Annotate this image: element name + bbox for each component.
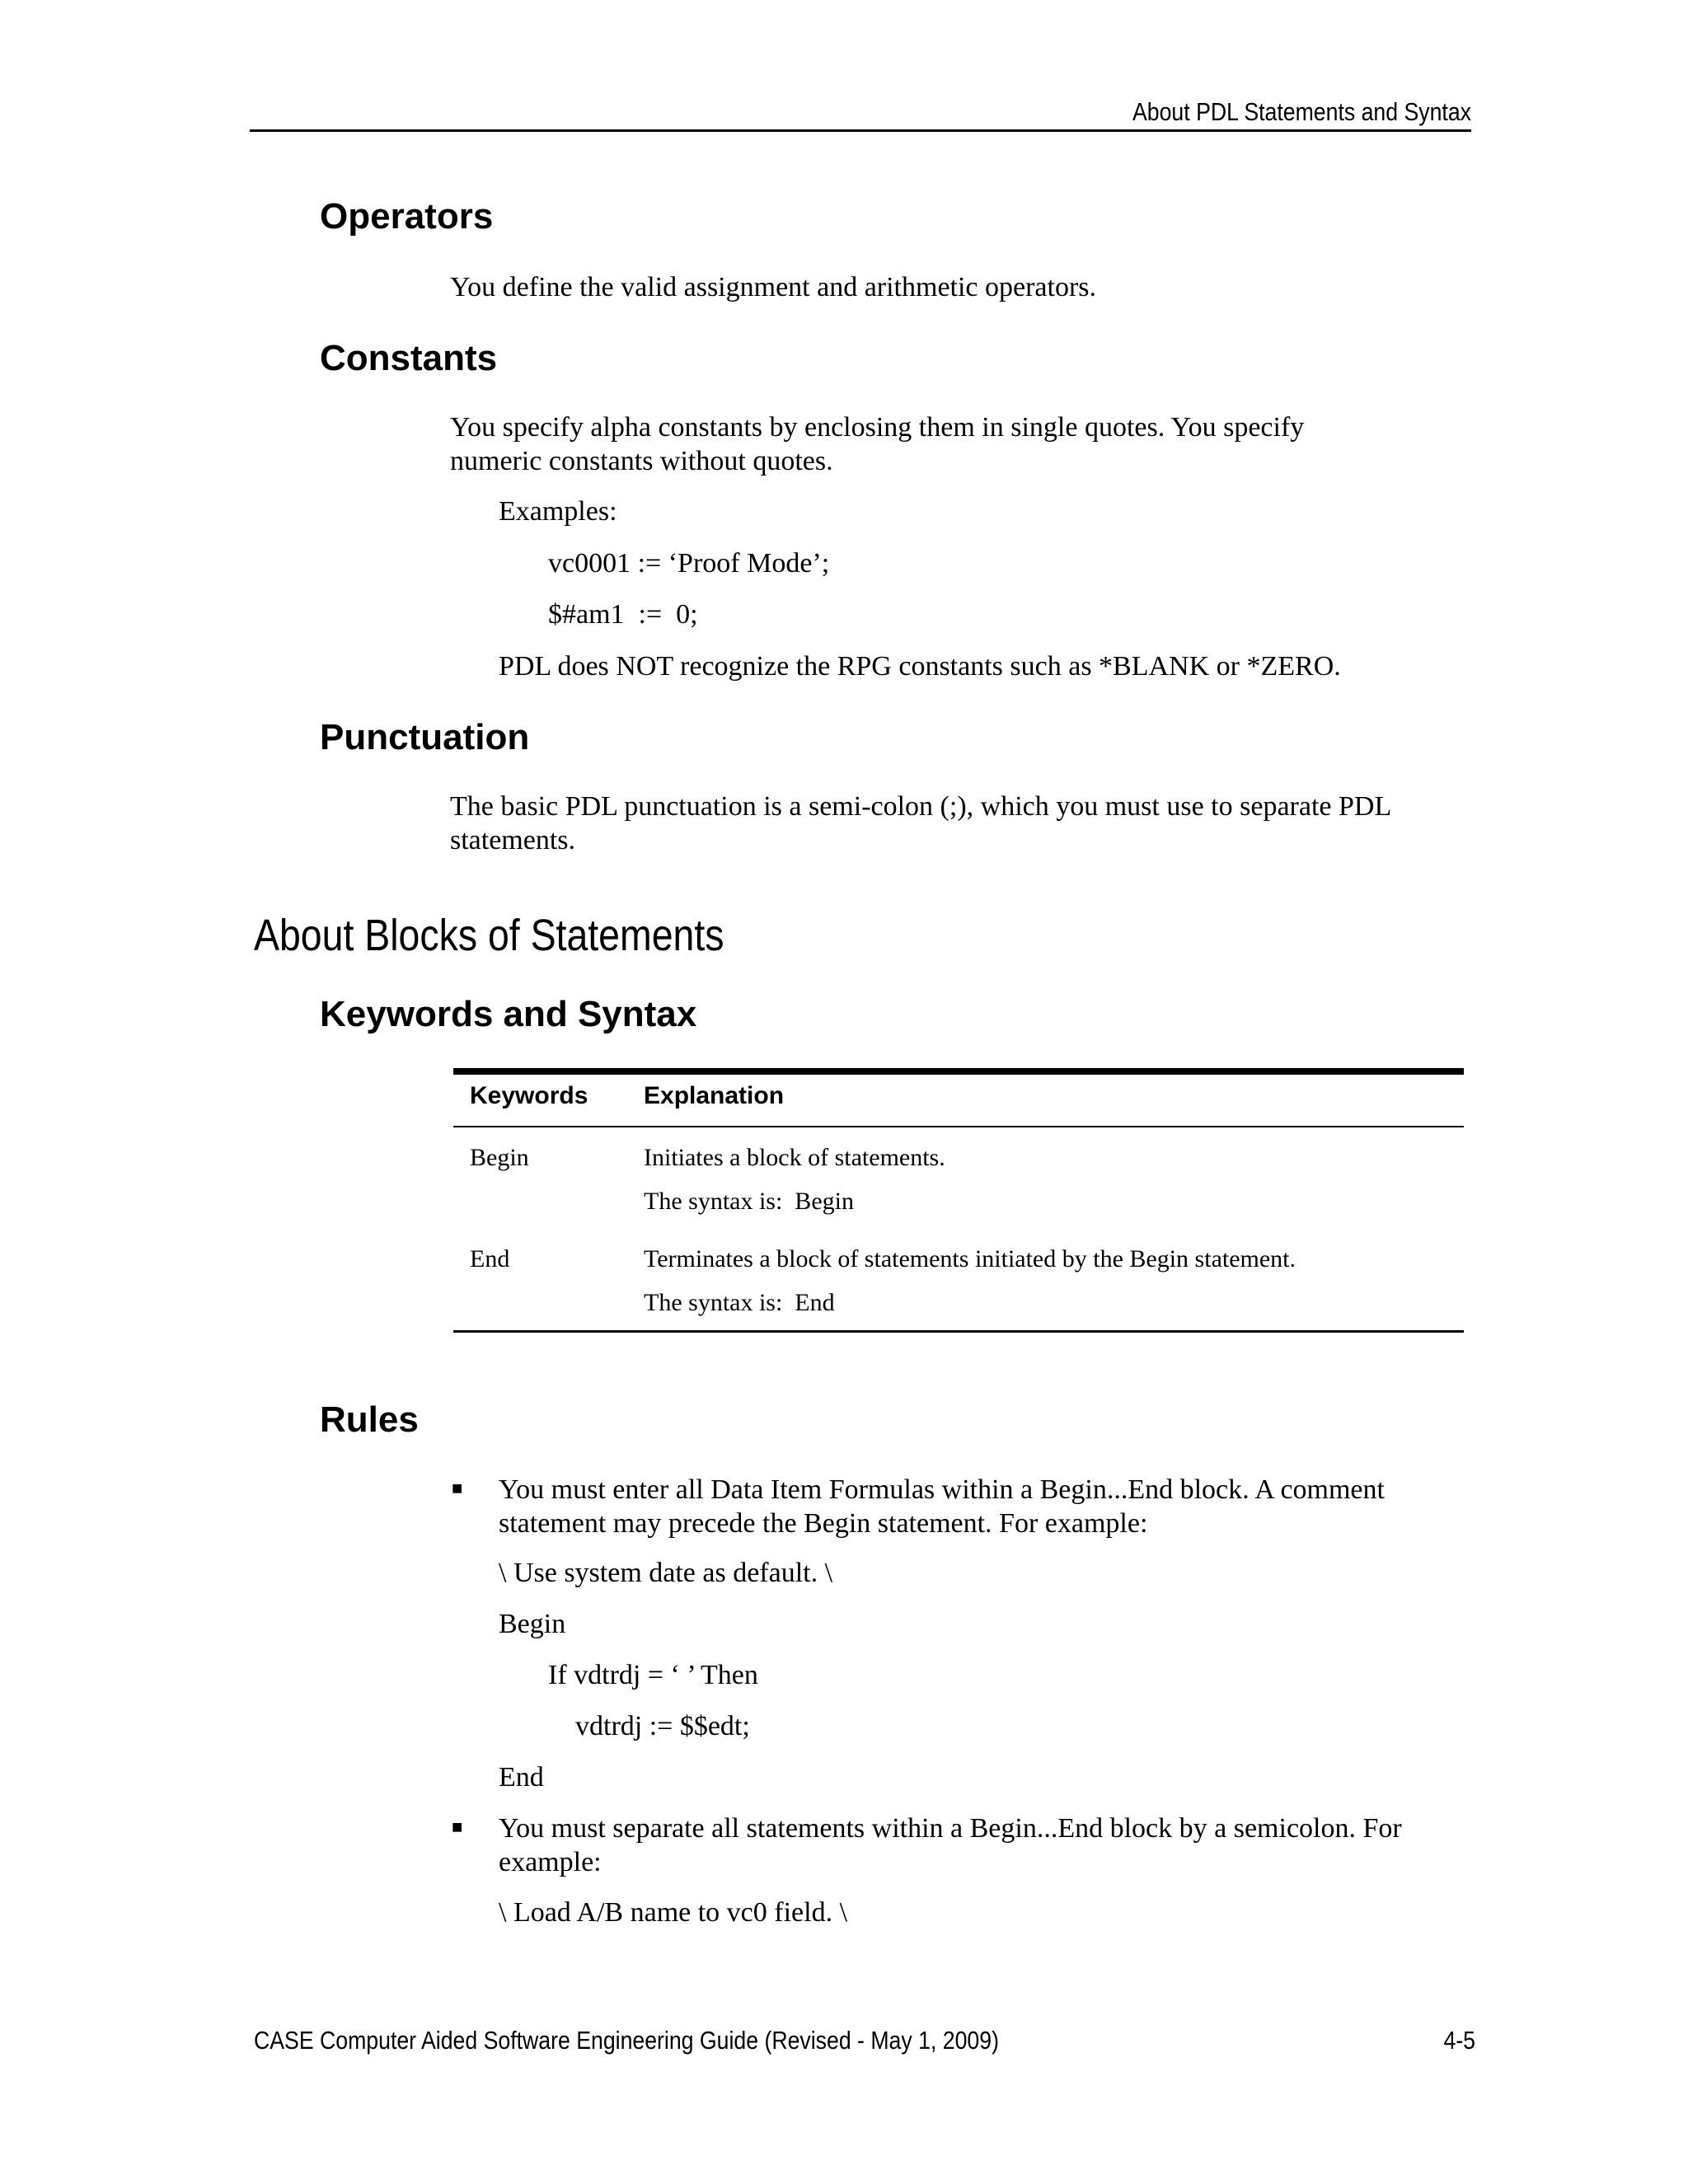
operators-heading: Operators (320, 196, 494, 237)
constants-text-line1: You specify alpha constants by enclosing them in single quotes. You specify (450, 412, 1305, 443)
table-bottom-rule (453, 1330, 1464, 1333)
rule-1-line2: statement may precede the Begin statement. For example: (499, 1508, 1148, 1539)
table-header-explanation: Explanation (644, 1082, 785, 1109)
table-top-rule (453, 1068, 1464, 1075)
punctuation-text-line2: statements. (450, 825, 576, 855)
page-number: 4-5 (1443, 2026, 1475, 2055)
constant-example-2: $#am1 := 0; (548, 599, 698, 630)
constant-example-1: vc0001 := ‘Proof Mode’; (548, 548, 830, 579)
punctuation-heading: Punctuation (320, 717, 530, 757)
header-rule (250, 129, 1471, 132)
keywords-heading: Keywords and Syntax (320, 994, 697, 1034)
rule-1-assign: vdtrdj := $$edt; (575, 1711, 750, 1741)
rule-1-line1: You must enter all Data Item Formulas within a Begin...End block. A comment (499, 1474, 1385, 1505)
constants-text-line2: numeric constants without quotes. (450, 446, 833, 476)
bullet-icon: ■ (452, 1816, 463, 1837)
table-row-begin-keyword: Begin (470, 1144, 529, 1171)
footer-title: CASE Computer Aided Software Engineering Guide (Revised - May 1, 2009) (254, 2026, 999, 2055)
rule-1-comment: \ Use system date as default. \ (499, 1558, 833, 1588)
rule-2-line2: example: (499, 1847, 602, 1877)
table-row-end-keyword: End (470, 1245, 510, 1272)
table-row-begin-syntax: The syntax is: Begin (644, 1188, 854, 1215)
table-header-keywords: Keywords (470, 1082, 588, 1109)
constants-heading: Constants (320, 338, 498, 378)
rule-1-begin: Begin (499, 1609, 566, 1639)
rule-1-if: If vdtrdj = ‘ ’ Then (548, 1660, 758, 1690)
blocks-section-heading: About Blocks of Statements (254, 911, 724, 960)
operators-text: You define the valid assignment and arithmetic operators. (450, 272, 1097, 302)
running-header: About PDL Statements and Syntax (1132, 97, 1471, 126)
table-header-rule (453, 1126, 1464, 1127)
bullet-icon: ■ (452, 1478, 463, 1498)
punctuation-text-line1: The basic PDL punctuation is a semi-colon (;), which you must use to separate PDL (450, 791, 1392, 822)
rule-2-comment: \ Load A/B name to vc0 field. \ (499, 1897, 848, 1928)
rules-heading: Rules (320, 1399, 419, 1440)
table-row-begin-explanation: Initiates a block of statements. (644, 1144, 945, 1171)
rule-2-line1: You must separate all statements within a Begin...End block by a semicolon. For (499, 1813, 1402, 1844)
examples-label: Examples: (499, 496, 617, 527)
constants-note: PDL does NOT recognize the RPG constants such as *BLANK or *ZERO. (499, 651, 1341, 682)
table-row-end-syntax: The syntax is: End (644, 1289, 835, 1316)
rule-1-end: End (499, 1762, 544, 1793)
table-row-end-explanation: Terminates a block of statements initiated by the Begin statement. (644, 1245, 1296, 1272)
